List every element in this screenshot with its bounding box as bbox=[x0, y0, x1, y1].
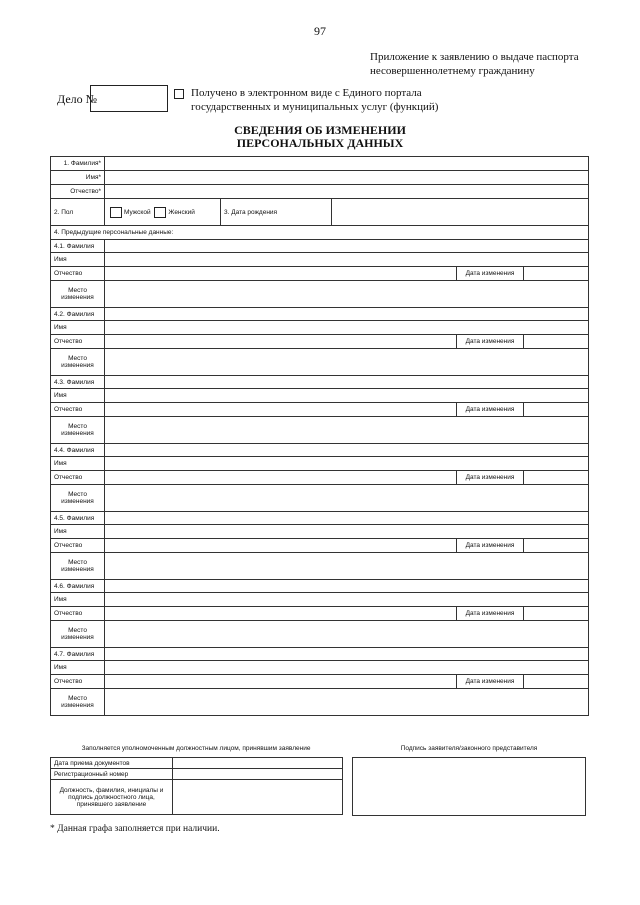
prev-6-place-field[interactable] bbox=[105, 621, 589, 648]
prev-6-name-row bbox=[51, 593, 589, 607]
prev-7-name-field[interactable] bbox=[105, 661, 589, 675]
prev-1-place-label-line-1: Место bbox=[68, 287, 87, 294]
prev-1-surname-label: 4.1. Фамилия bbox=[51, 240, 105, 253]
prev-1-place-label-line-2: изменения bbox=[61, 294, 94, 301]
prev-4-place-label bbox=[51, 485, 105, 512]
prev-2-name-label: Имя bbox=[51, 321, 105, 335]
prev-6-change-date-field[interactable] bbox=[524, 607, 589, 621]
birth-date-field[interactable] bbox=[332, 199, 589, 226]
prev-3-surname-label: 4.3. Фамилия bbox=[51, 376, 105, 389]
prev-1-patronymic-label: Отчество bbox=[51, 267, 105, 281]
prev-3-change-date-label: Дата изменения bbox=[457, 403, 524, 417]
prev-6-place-label-line-2: изменения bbox=[61, 634, 94, 641]
prev-3-change-date-field[interactable] bbox=[524, 403, 589, 417]
prev-1-patronymic-row bbox=[51, 267, 589, 281]
prev-7-place-field[interactable] bbox=[105, 689, 589, 716]
prev-2-surname-row bbox=[51, 308, 589, 321]
sex-options bbox=[105, 199, 221, 226]
appendix-line-2: несовершеннолетнему гражданину bbox=[370, 65, 535, 77]
prev-7-surname-row bbox=[51, 648, 589, 661]
prev-3-place-row bbox=[51, 417, 589, 444]
prev-4-place-row bbox=[51, 485, 589, 512]
official-use-table bbox=[50, 757, 343, 815]
appendix-note bbox=[370, 50, 600, 78]
form-title-line-2: ПЕРСОНАЛЬНЫХ ДАННЫХ bbox=[236, 136, 404, 150]
prev-3-place-label-line-1: Место bbox=[68, 423, 87, 430]
prev-2-patronymic-field[interactable] bbox=[105, 335, 457, 349]
prev-3-patronymic-field[interactable] bbox=[105, 403, 457, 417]
prev-6-patronymic-label: Отчество bbox=[51, 607, 105, 621]
official-section-heading: Заполняется уполномоченным должностным лицом, принявшим заявление bbox=[81, 745, 311, 752]
prev-4-name-row bbox=[51, 457, 589, 471]
prev-7-name-row bbox=[51, 661, 589, 675]
prev-6-place-row bbox=[51, 621, 589, 648]
prev-6-name-label: Имя bbox=[51, 593, 105, 607]
official-row bbox=[51, 769, 343, 780]
female-label: Женский bbox=[168, 208, 195, 216]
prev-5-surname-label: 4.5. Фамилия bbox=[51, 512, 105, 525]
prev-7-patronymic-field[interactable] bbox=[105, 675, 457, 689]
portal-line-1: Получено в электронном виде с Единого портала bbox=[191, 87, 422, 99]
prev-1-name-field[interactable] bbox=[105, 253, 589, 267]
prev-3-patronymic-row bbox=[51, 403, 589, 417]
prev-3-name-row bbox=[51, 389, 589, 403]
applicant-signature-field[interactable] bbox=[352, 757, 586, 816]
patronymic-label: Отчество* bbox=[51, 185, 105, 199]
prev-4-change-date-label: Дата изменения bbox=[457, 471, 524, 485]
prev-6-name-field[interactable] bbox=[105, 593, 589, 607]
prev-5-place-label bbox=[51, 553, 105, 580]
prev-4-patronymic-field[interactable] bbox=[105, 471, 457, 485]
prev-2-patronymic-row bbox=[51, 335, 589, 349]
signature-section-heading: Подпись заявителя/законного представителя bbox=[400, 745, 538, 752]
prev-4-change-date-field[interactable] bbox=[524, 471, 589, 485]
prev-5-place-label-line-2: изменения bbox=[61, 566, 94, 573]
surname-field[interactable] bbox=[105, 157, 589, 171]
sex-birth-row bbox=[51, 199, 589, 226]
portal-received-label bbox=[191, 86, 471, 114]
portal-line-2: государственных и муниципальных услуг (функций) bbox=[191, 101, 439, 113]
prev-1-place-row bbox=[51, 281, 589, 308]
male-checkbox[interactable] bbox=[110, 207, 122, 218]
prev-5-patronymic-field[interactable] bbox=[105, 539, 457, 553]
prev-7-place-label bbox=[51, 689, 105, 716]
prev-5-patronymic-row bbox=[51, 539, 589, 553]
prev-1-place-field[interactable] bbox=[105, 281, 589, 308]
prev-6-place-label-line-1: Место bbox=[68, 627, 87, 634]
prev-3-name-field[interactable] bbox=[105, 389, 589, 403]
patronymic-row bbox=[51, 185, 589, 199]
prev-2-place-field[interactable] bbox=[105, 349, 589, 376]
prev-5-name-row bbox=[51, 525, 589, 539]
birth-date-label: 3. Дата рождения bbox=[221, 199, 332, 226]
prev-3-place-field[interactable] bbox=[105, 417, 589, 444]
surname-label: 1. Фамилия* bbox=[51, 157, 105, 171]
prev-4-surname-row bbox=[51, 444, 589, 457]
prev-7-place-row bbox=[51, 689, 589, 716]
prev-6-place-label bbox=[51, 621, 105, 648]
prev-4-name-label: Имя bbox=[51, 457, 105, 471]
page-number: 97 bbox=[314, 24, 326, 38]
acceptance-date-field[interactable] bbox=[173, 758, 343, 769]
prev-5-name-label: Имя bbox=[51, 525, 105, 539]
prev-2-surname-field[interactable] bbox=[105, 308, 589, 321]
official-signature-field[interactable] bbox=[173, 780, 343, 815]
official-signature-label: Должность, фамилия, инициалы и подпись должностного лица, принявшего заявление bbox=[51, 780, 173, 815]
prev-6-patronymic-field[interactable] bbox=[105, 607, 457, 621]
prev-6-surname-label: 4.6. Фамилия bbox=[51, 580, 105, 593]
prev-3-surname-row bbox=[51, 376, 589, 389]
official-row bbox=[51, 758, 343, 769]
prev-3-patronymic-label: Отчество bbox=[51, 403, 105, 417]
prev-1-name-row bbox=[51, 253, 589, 267]
personal-data-table bbox=[50, 156, 589, 716]
prev-1-patronymic-field[interactable] bbox=[105, 267, 457, 281]
prev-5-name-field[interactable] bbox=[105, 525, 589, 539]
prev-4-name-field[interactable] bbox=[105, 457, 589, 471]
prev-5-place-row bbox=[51, 553, 589, 580]
prev-7-place-label-line-1: Место bbox=[68, 695, 87, 702]
prev-5-change-date-field[interactable] bbox=[524, 539, 589, 553]
prev-6-patronymic-row bbox=[51, 607, 589, 621]
prev-7-change-date-label: Дата изменения bbox=[457, 675, 524, 689]
prev-1-place-label bbox=[51, 281, 105, 308]
prev-5-surname-row bbox=[51, 512, 589, 525]
name-row bbox=[51, 171, 589, 185]
sex-label: 2. Пол bbox=[51, 199, 105, 226]
prev-3-place-label bbox=[51, 417, 105, 444]
prev-4-patronymic-row bbox=[51, 471, 589, 485]
prev-1-surname-field[interactable] bbox=[105, 240, 589, 253]
prev-2-place-label-line-2: изменения bbox=[61, 362, 94, 369]
registration-number-field[interactable] bbox=[173, 769, 343, 780]
acceptance-date-label: Дата приема документов bbox=[51, 758, 173, 769]
male-label: Мужской bbox=[124, 208, 151, 216]
prev-5-place-label-line-1: Место bbox=[68, 559, 87, 566]
form-title-line-1: СВЕДЕНИЯ ОБ ИЗМЕНЕНИИ bbox=[234, 123, 406, 137]
prev-5-place-field[interactable] bbox=[105, 553, 589, 580]
surname-row bbox=[51, 157, 589, 171]
prev-7-surname-field[interactable] bbox=[105, 648, 589, 661]
prev-3-name-label: Имя bbox=[51, 389, 105, 403]
name-label: Имя* bbox=[51, 171, 105, 185]
prev-6-surname-field[interactable] bbox=[105, 580, 589, 593]
patronymic-field[interactable] bbox=[105, 185, 589, 199]
previous-data-heading: 4. Предыдущие персональные данные: bbox=[51, 226, 589, 240]
prev-7-surname-label: 4.7. Фамилия bbox=[51, 648, 105, 661]
prev-4-surname-field[interactable] bbox=[105, 444, 589, 457]
prev-2-name-field[interactable] bbox=[105, 321, 589, 335]
prev-1-change-date-label: Дата изменения bbox=[457, 267, 524, 281]
official-row bbox=[51, 780, 343, 815]
prev-3-surname-field[interactable] bbox=[105, 376, 589, 389]
case-number-label: Дело № bbox=[57, 92, 98, 106]
prev-6-surname-row bbox=[51, 580, 589, 593]
prev-5-change-date-label: Дата изменения bbox=[457, 539, 524, 553]
footnote: * Данная графа заполняется при наличии. bbox=[50, 824, 220, 834]
prev-7-patronymic-row bbox=[51, 675, 589, 689]
case-number-field[interactable] bbox=[90, 85, 168, 112]
prev-4-surname-label: 4.4. Фамилия bbox=[51, 444, 105, 457]
prev-4-place-label-line-2: изменения bbox=[61, 498, 94, 505]
prev-7-change-date-field[interactable] bbox=[524, 675, 589, 689]
previous-heading-row bbox=[51, 226, 589, 240]
appendix-line-1: Приложение к заявлению о выдаче паспорта bbox=[370, 51, 579, 63]
prev-5-patronymic-label: Отчество bbox=[51, 539, 105, 553]
prev-2-change-date-field[interactable] bbox=[524, 335, 589, 349]
prev-7-patronymic-label: Отчество bbox=[51, 675, 105, 689]
portal-received-checkbox[interactable] bbox=[174, 89, 184, 99]
registration-number-label: Регистрационный номер bbox=[51, 769, 173, 780]
prev-2-place-row bbox=[51, 349, 589, 376]
prev-2-surname-label: 4.2. Фамилия bbox=[51, 308, 105, 321]
prev-4-place-field[interactable] bbox=[105, 485, 589, 512]
prev-2-patronymic-label: Отчество bbox=[51, 335, 105, 349]
female-checkbox[interactable] bbox=[154, 207, 166, 218]
prev-2-place-label-line-1: Место bbox=[68, 355, 87, 362]
prev-2-change-date-label: Дата изменения bbox=[457, 335, 524, 349]
form-title bbox=[0, 124, 640, 150]
prev-6-change-date-label: Дата изменения bbox=[457, 607, 524, 621]
prev-7-place-label-line-2: изменения bbox=[61, 702, 94, 709]
prev-4-patronymic-label: Отчество bbox=[51, 471, 105, 485]
prev-1-change-date-field[interactable] bbox=[524, 267, 589, 281]
prev-4-place-label-line-1: Место bbox=[68, 491, 87, 498]
prev-1-surname-row bbox=[51, 240, 589, 253]
prev-7-name-label: Имя bbox=[51, 661, 105, 675]
name-field[interactable] bbox=[105, 171, 589, 185]
prev-2-place-label bbox=[51, 349, 105, 376]
prev-3-place-label-line-2: изменения bbox=[61, 430, 94, 437]
prev-5-surname-field[interactable] bbox=[105, 512, 589, 525]
prev-2-name-row bbox=[51, 321, 589, 335]
prev-1-name-label: Имя bbox=[51, 253, 105, 267]
